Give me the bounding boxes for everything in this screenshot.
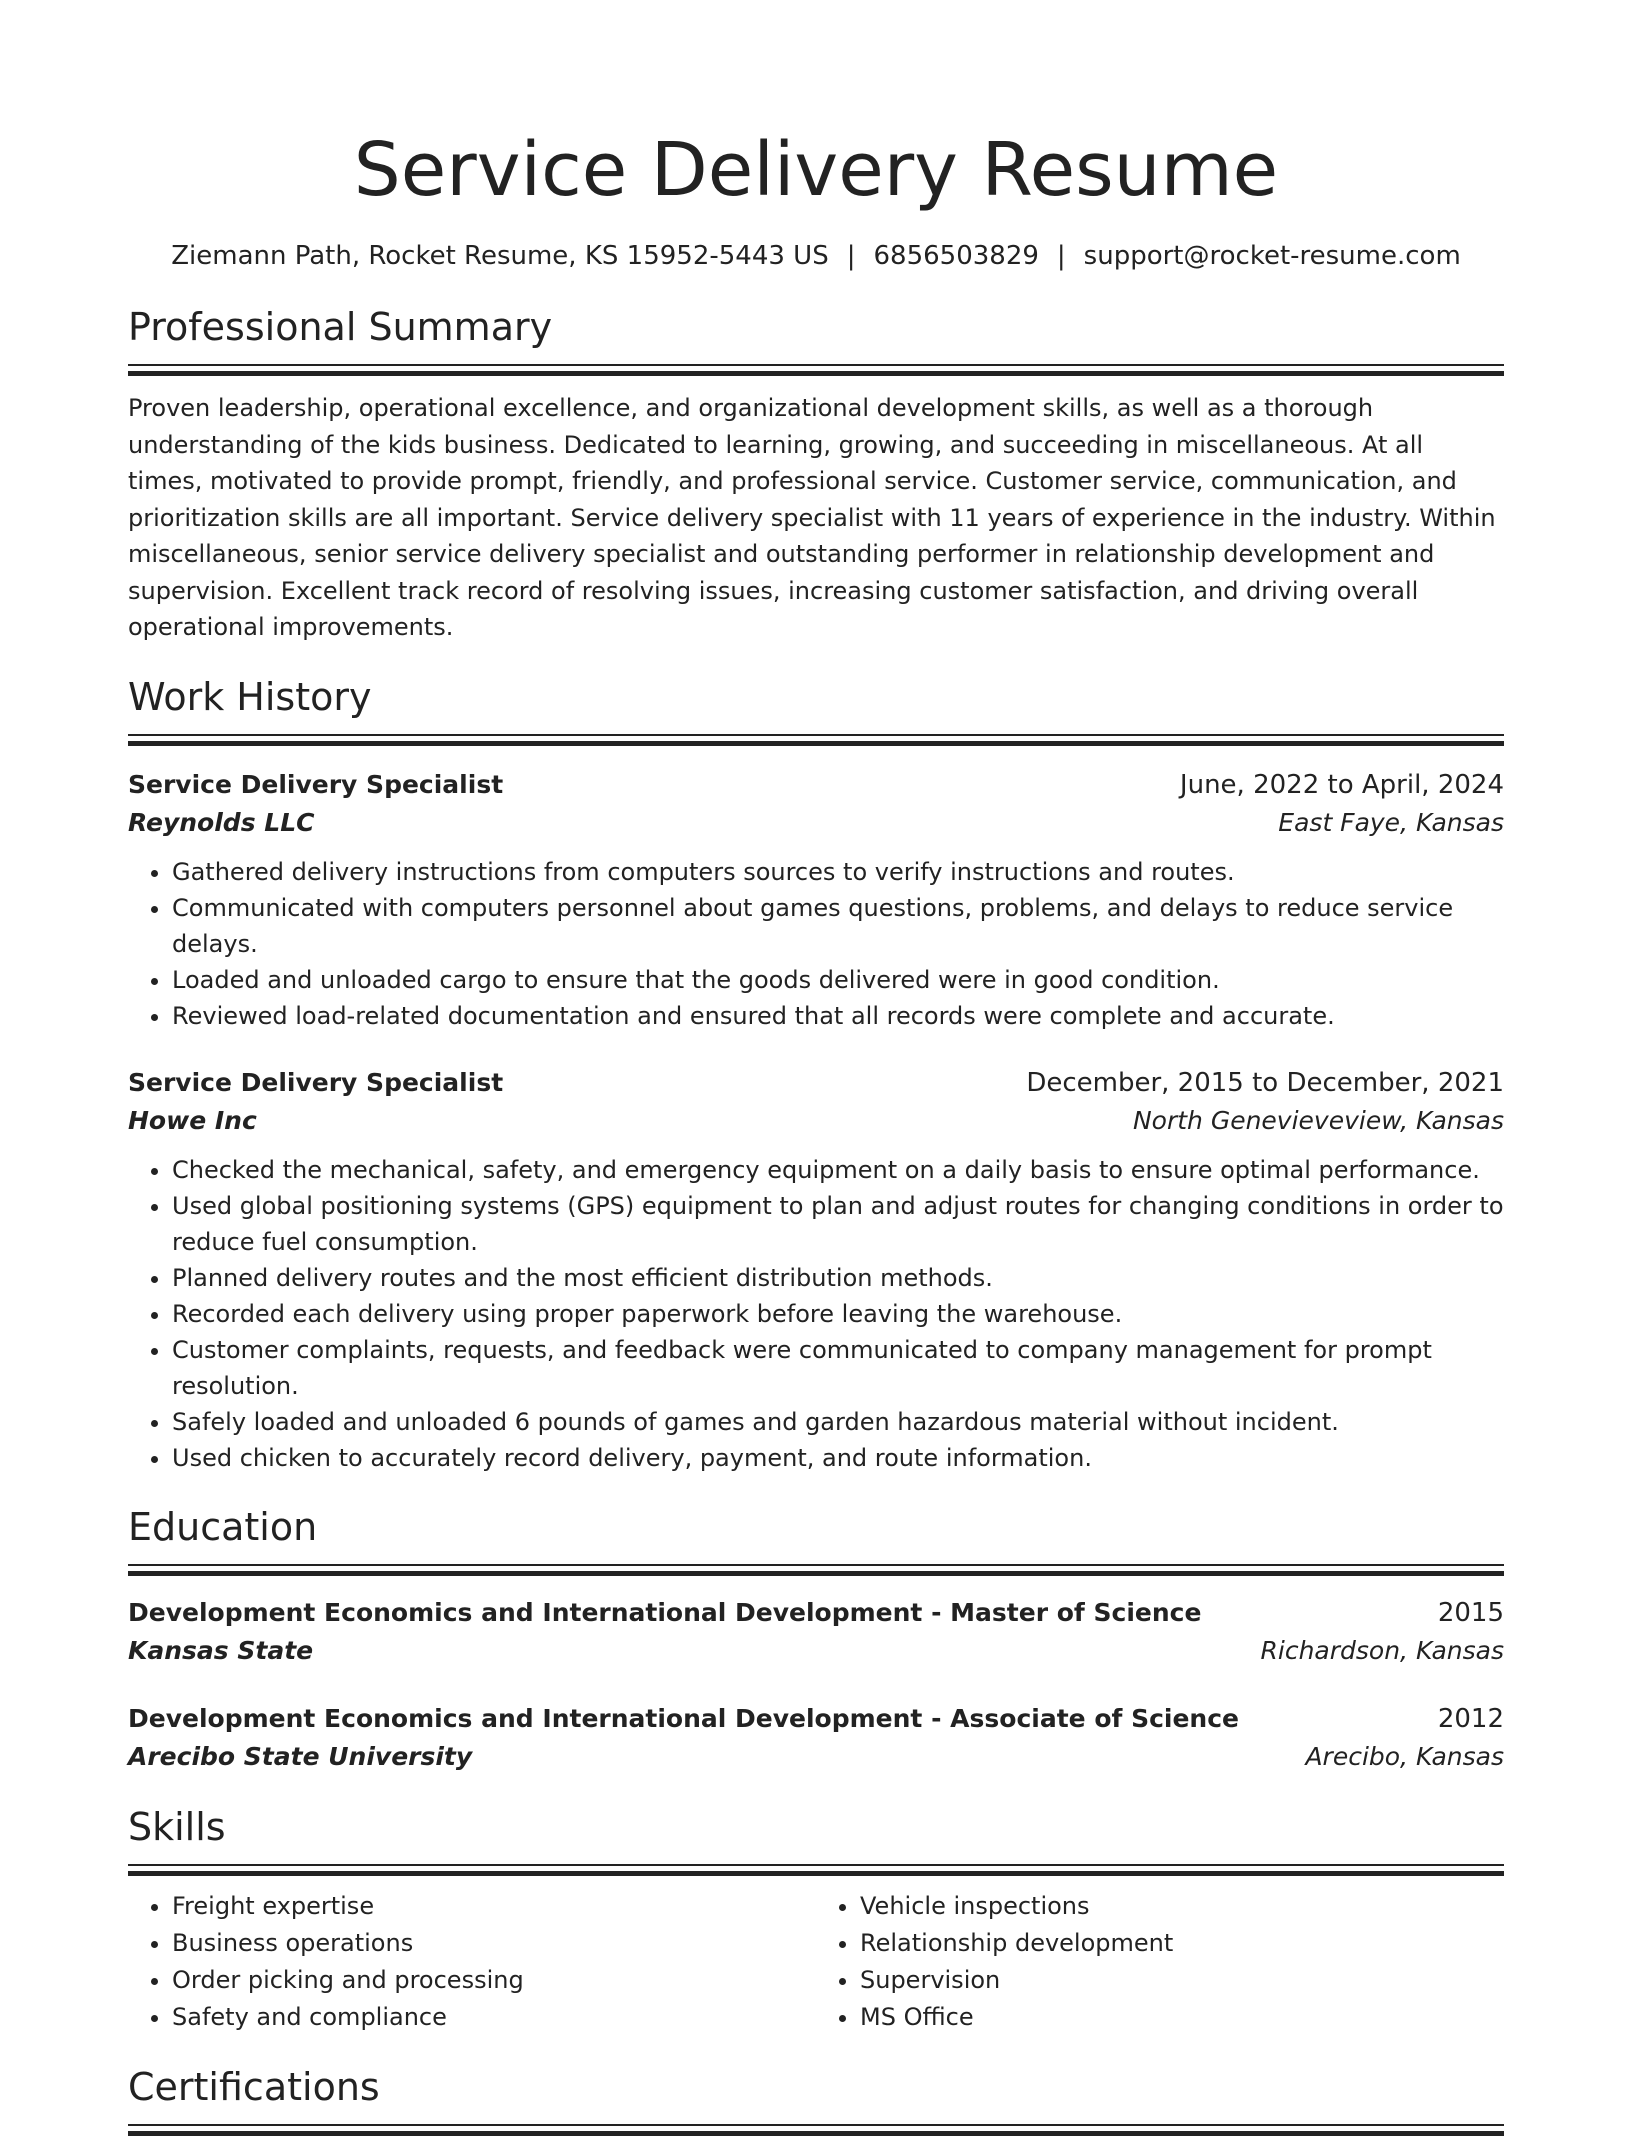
skills-columns [128,1888,1504,2036]
work-history-heading: Work History [128,674,372,719]
job-bullet: • Planned delivery routes and the most efficient distribution methods. [172,1260,1504,1296]
education-degree: Development Economics and International Development - Associate of Science [128,1703,1239,1733]
resume-title: Service Delivery Resume [353,127,1279,213]
job-bullet: • Communicated with computers personnel about games questions, problems, and delays to reduce service delays. [172,890,1504,962]
contact-separator: | [1056,241,1066,271]
education-degree: Development Economics and International Development - Master of Science [128,1597,1202,1627]
job-bullet: • Checked the mechanical, safety, and emergency equipment on a daily basis to ensure optimal performance. [172,1152,1504,1188]
education-entry [128,1594,1504,1670]
skill-item: • Supervision [860,1962,1504,1999]
skill-item: • Freight expertise [172,1888,816,1925]
skill-item: • Order picking and processing [172,1962,816,1999]
education-heading: Education [128,1504,318,1549]
job-bullet: • Safely loaded and unloaded 6 pounds of games and garden hazardous material without incident. [172,1404,1504,1440]
job-bullet: • Gathered delivery instructions from computers sources to verify instructions and routes. [172,854,1504,890]
job-company: Howe Inc [128,1105,257,1135]
skill-item: • Business operations [172,1925,816,1962]
section-divider [128,1864,1504,1876]
education-location: Arecibo, Kansas [1305,1741,1504,1771]
summary-heading: Professional Summary [128,305,553,349]
section-divider [128,364,1504,376]
contact-email: support@rocket-resume.com [1083,241,1461,271]
education-section [128,1502,1504,1776]
job-location: East Faye, Kansas [1278,807,1504,837]
job-bullet: • Used global positioning systems (GPS) equipment to plan and adjust routes for changing conditions in order to reduce fuel consumption. [172,1188,1504,1260]
skills-section [128,1802,1504,2036]
education-location: Richardson, Kansas [1260,1635,1504,1665]
section-divider [128,2124,1504,2136]
certifications-heading: Certifications [128,2064,380,2109]
job-dates: December, 2015 to December, 2021 [1026,1067,1504,1098]
job-bullet: • Loaded and unloaded cargo to ensure that the goods delivered were in good condition. [172,962,1504,998]
job-bullets [128,854,1504,1034]
skill-item: • MS Office [860,1999,1504,2036]
job-dates: June, 2022 to April, 2024 [1179,769,1504,800]
skill-item: • Relationship development [860,1925,1504,1962]
education-year: 2015 [1437,1597,1504,1628]
contact-address: Ziemann Path, Rocket Resume, KS 15952-5443 US [171,241,829,271]
skill-item: • Safety and compliance [172,1999,816,2036]
job-title: Service Delivery Specialist [128,1067,504,1097]
job-entry [128,766,1504,1034]
section-divider [128,734,1504,746]
contact-separator: | [846,241,856,271]
contact-line [128,236,1504,276]
job-bullets [128,1152,1504,1476]
job-bullet: • Reviewed load-related documentation and ensured that all records were complete and accurate. [172,998,1504,1034]
summary-section [128,302,1504,646]
work-history-section [128,672,1504,1476]
summary-text: Proven leadership, operational excellence, and organizational development skills, as well as a thorough understanding of the kids business. Dedicated to learning, growing, and succeeding in miscellaneous. At all times, motivated to provide prompt, friendly, and professional service. Customer service, communication, and prioritization skills are all important. Service delivery specialist with 11 years of experience in the industry. Within miscellaneous, senior service delivery specialist and outstanding performer in relationship development and supervision. Excellent track record of resolving issues, increasing customer satisfaction, and driving overall operational improvements. [128,394,1496,641]
skills-list-left [128,1888,816,2036]
section-divider [128,1564,1504,1576]
skills-heading: Skills [128,1804,226,1849]
skill-item: • Vehicle inspections [860,1888,1504,1925]
education-entry [128,1700,1504,1776]
skills-list-right [816,1888,1504,2036]
certifications-section [128,2062,1504,2136]
job-location: North Genevieveview, Kansas [1132,1105,1504,1135]
contact-phone: 6856503829 [873,241,1039,271]
job-bullet: • Recorded each delivery using proper paperwork before leaving the warehouse. [172,1296,1504,1332]
education-school: Kansas State [128,1635,314,1665]
job-bullet: • Used chicken to accurately record delivery, payment, and route information. [172,1440,1504,1476]
job-bullet: • Customer complaints, requests, and feedback were communicated to company management for prompt resolution. [172,1332,1504,1404]
education-year: 2012 [1437,1703,1504,1734]
job-company: Reynolds LLC [128,807,315,837]
job-title: Service Delivery Specialist [128,769,504,799]
job-entry [128,1064,1504,1476]
education-school: Arecibo State University [128,1741,473,1771]
